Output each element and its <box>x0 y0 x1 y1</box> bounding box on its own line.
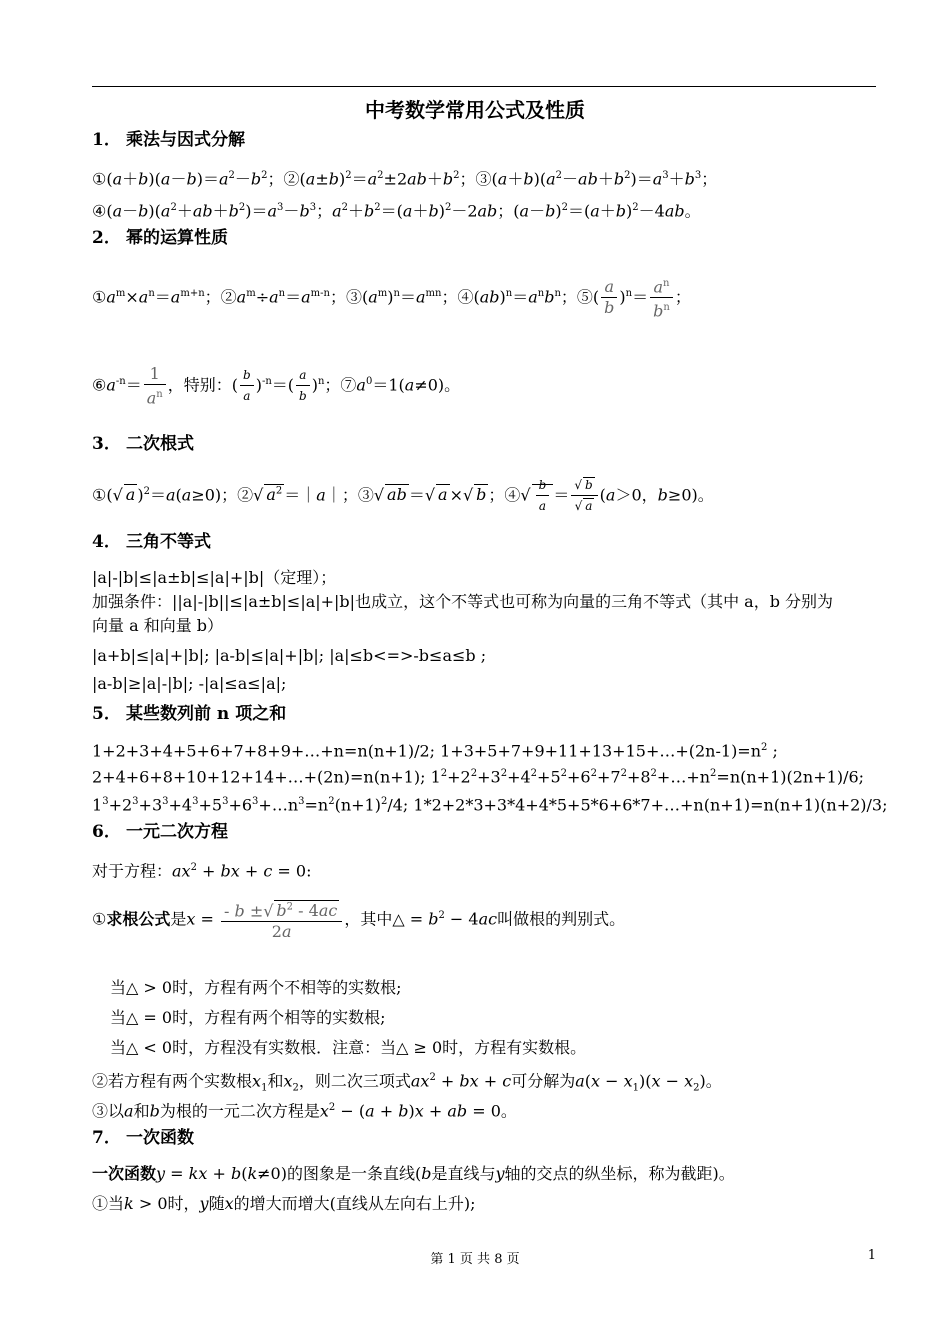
s6-case-1: 当△ > 0时，方程有两个不相等的实数根; <box>110 978 402 997</box>
section-7-heading: 7． 一次函数 <box>92 1128 194 1148</box>
section-5-heading: 5． 某些数列前 n 项之和 <box>92 704 287 724</box>
s4-line-5: |a-b|≥|a|-|b|; -|a|≤a≤|a|; <box>92 674 287 693</box>
page-footer: 第 1 页 共 8 页 <box>430 1252 520 1267</box>
page-number: 1 <box>867 1248 876 1263</box>
header-rule <box>92 86 876 87</box>
s5-line-1: 1+2+3+4+5+6+7+8+9+…+n=n(n+1)/2; $1+3+5+7+9+11+13+15+\dots+(2n-1)=n^2$ ; <box>92 741 778 761</box>
section-2-heading: 2． 幂的运算性质 <box>92 228 228 248</box>
s6-root-formula: ①求根公式是x = $\frac{- b \pm√ b^2 - 4ac}{2a}$ ，其中△ = $b^2 - 4ac$叫做根的判别式。 <box>92 888 625 947</box>
s1-formula-line-2: $④(a-b)(a^2+ab+b^2)=a^3-b^3$；$a^2+b^2=(a+b)^2-2ab$；$(a-b)^2=(a+b)^2-4ab$。 <box>92 201 701 221</box>
page-title: 中考数学常用公式及性质 <box>365 98 585 122</box>
s4-line-1: |a|-|b|≤|a±b|≤|a|+|b|（定理）； <box>92 568 337 587</box>
section-6-heading: 6． 一元二次方程 <box>92 822 228 842</box>
s5-line-2: 2+4+6+8+10+12+14+…+(2n)=n(n+1); $1^2+2^2+3^2+4^2+5^2+6^2+7^2+8^2+\dots+n^2=n(n+1)(2n+1)/6$; <box>92 767 865 787</box>
s6-item-2: ②若方程有两个实数根$x_1$和$x_2$，则二次三项式$ax^2$ + bx + c可分解为$a(x - x_1)(x - x_2)$。 <box>92 1071 722 1094</box>
s7-line-1: 一次函数y = kx + b(k≠0)的图象是一条直线(b是直线与y轴的交点的纵坐标，称为截距)。 <box>92 1164 735 1183</box>
s6-item-3: ③以a和b为根的一元二次方程是$x^2 - (a + b)x$ + ab = 0。 <box>92 1101 517 1121</box>
s4-line-3: 向量 a 和向量 b） <box>92 616 224 635</box>
s6-case-3: 当△ < 0时，方程没有实数根．注意：当△ ≥ 0时，方程有实数根。 <box>110 1038 587 1057</box>
s1-formula-line-1: $①(a+b)(a-b)=a^2-b^2$；$②(a\pm b)^2=a^2\pm 2ab+b^2$；$③(a+b)(a^2-ab+b^2)=a^3+b^3$； <box>92 169 718 189</box>
s2-formula-line-1: $①a^m\times a^n=a^{m+n}$；$②a^m\div a^n=a^{m-n}$；$③(a^m)^n=a^{mn}$；$④(ab)^n=a^nb^n$；⑤( $\frac{a}{b}$ )$^n$＝ $\frac{a^n}{b^n}$ ； <box>92 268 691 323</box>
s2-formula-line-2: $⑥a^{-n}=$ $\frac{1}{a^n}$ ，特别：( $\frac{b}{a}$ )$^{-n}$＝( $\frac{a}{b}$ )$^n$；$⑦a^0=1(a\ne 0)$。 <box>92 363 461 407</box>
section-3-heading: 3． 二次根式 <box>92 434 194 454</box>
section-1-heading: 1． 乘法与因式分解 <box>92 130 245 150</box>
section-4-heading: 4． 三角不等式 <box>92 532 211 552</box>
s6-case-2: 当△ = 0时，方程有两个相等的实数根; <box>110 1008 386 1027</box>
s7-line-2: ①当k > 0时，y随x的增大而增大(直线从左向右上升); <box>92 1194 476 1213</box>
s5-line-3: $1^3+2^3+3^3+4^3+5^3+6^3+\dots n^3=n^2(n+1)^2/4$; 1*2+2*3+3*4+4*5+5*6+6*7+…+n(n+1)=n(n+1)(n+2)/3; <box>92 795 888 815</box>
s4-line-2: 加强条件：||a|-|b||≤|a±b|≤|a|+|b|也成立，这个不等式也可称为向量的三角不等式（其中 a，b 分别为 <box>92 592 834 611</box>
s3-formula-line: ①(√ a )$^2$＝a(a≥0)；②√ $a^2$ ＝｜a｜；③√ ab ＝√ a ×√ b ；④√ $\frac{b}{a}$ ＝ $\frac{√ b}{√ a}$ (a＞0，b≥0)。 <box>92 470 714 517</box>
s4-line-4: |a+b|≤|a|+|b|; |a-b|≤|a|+|b|; |a|≤b<=>-b≤a≤b ; <box>92 646 487 665</box>
s6-intro: 对于方程：$ax^2$ + bx + c = 0: <box>92 861 312 881</box>
